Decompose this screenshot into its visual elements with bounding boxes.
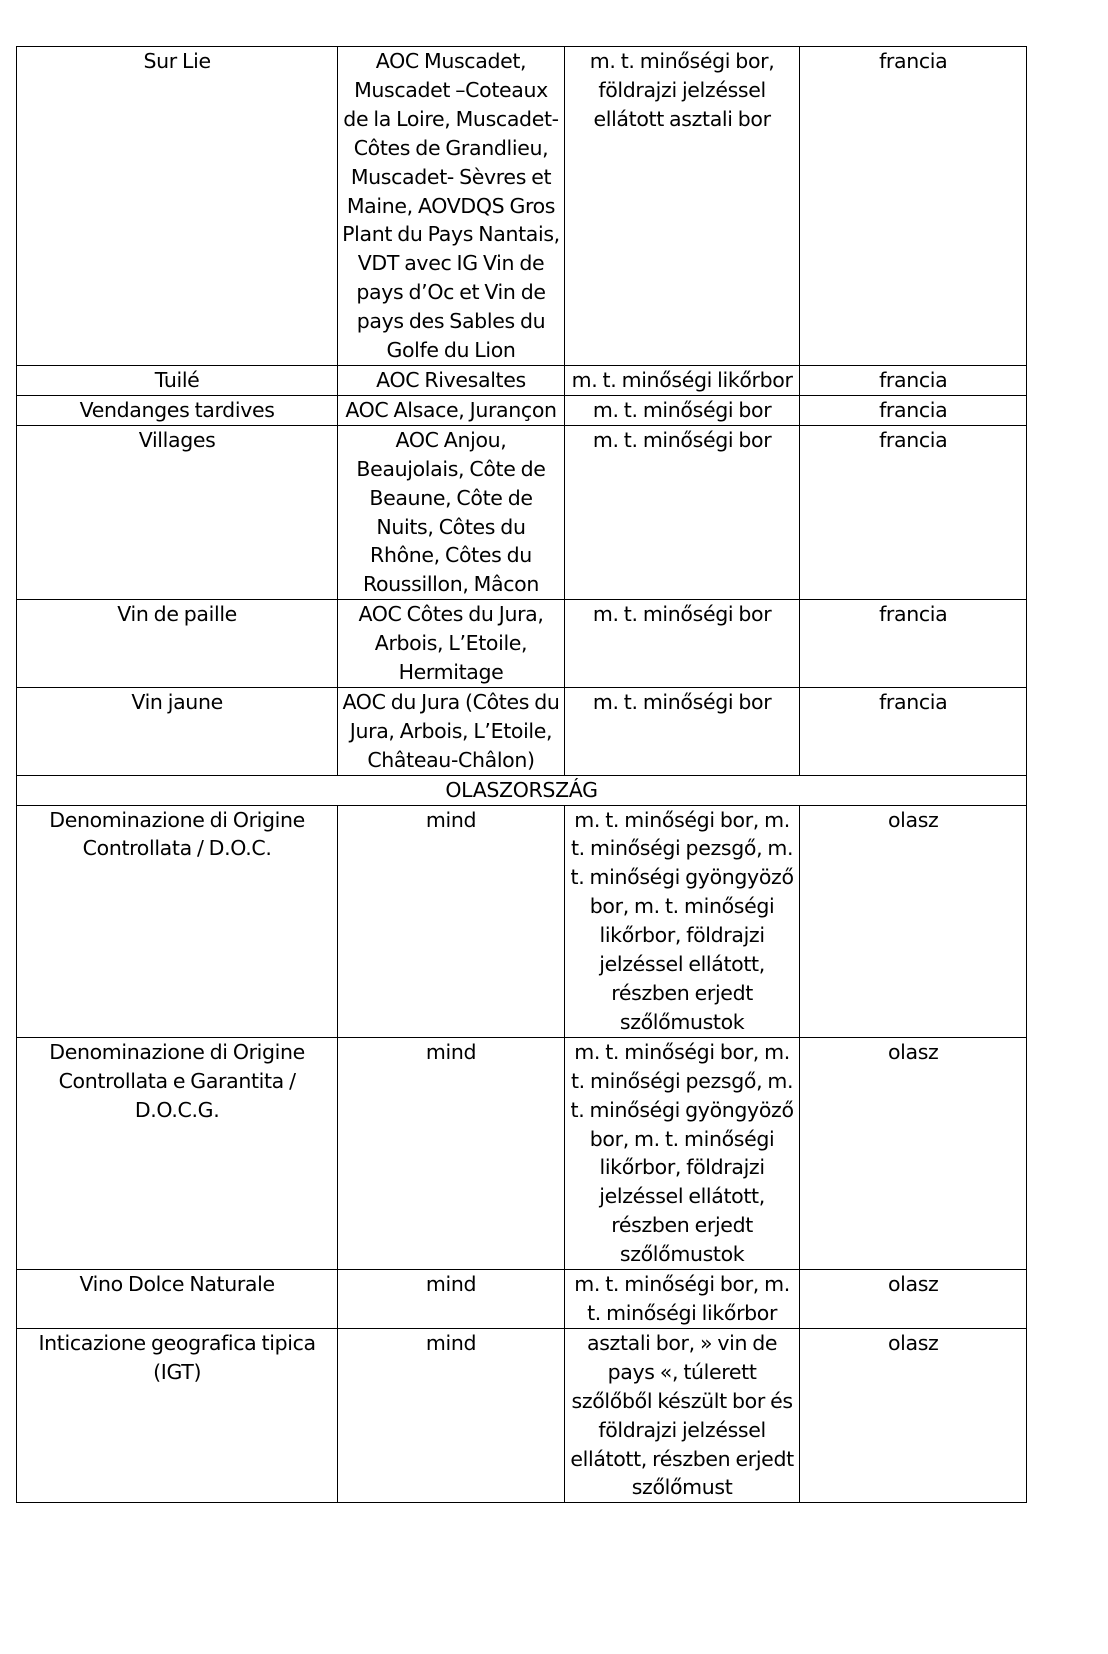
wine-category-cell: m. t. minőségi bor, m. t. minőségi pezsgő, m. t. minőségi gyöngyöző bor, m. t. minőségi likőrbor, földrajzi jelzéssel ellátott, részben erjedt szőlőmustok <box>564 1037 800 1269</box>
wine-names-cell: AOC Côtes du Jura, Arbois, L’Etoile, Hermitage <box>338 600 565 688</box>
wine-term-table <box>16 46 1027 1503</box>
wine-category-cell: m. t. minőségi bor, m. t. minőségi pezsgő, m. t. minőségi gyöngyöző bor, m. t. minőségi likőrbor, földrajzi jelzéssel ellátott, részben erjedt szőlőmustok <box>564 805 800 1037</box>
table-row <box>17 365 1027 395</box>
language-cell: olasz <box>800 805 1027 1037</box>
wine-category-cell: m. t. minőségi bor <box>564 687 800 775</box>
wine-names-cell: AOC Rivesaltes <box>338 365 565 395</box>
term-name-cell: Vin de paille <box>17 600 338 688</box>
wine-names-cell: mind <box>338 1328 565 1502</box>
wine-names-cell: AOC Muscadet, Muscadet –Coteaux de la Loire, Muscadet-Côtes de Grandlieu, Muscadet- Sèvres et Maine, AOVDQS Gros Plant du Pays Nantais, VDT avec IG Vin de pays d’Oc et Vin de pays des Sables du Golfe du Lion <box>338 47 565 366</box>
wine-category-cell: m. t. minőségi likőrbor <box>564 365 800 395</box>
language-cell: francia <box>800 365 1027 395</box>
term-name-cell: Vendanges tardives <box>17 395 338 425</box>
language-cell: olasz <box>800 1328 1027 1502</box>
language-cell: francia <box>800 395 1027 425</box>
wine-names-cell: AOC Anjou, Beaujolais, Côte de Beaune, Côte de Nuits, Côtes du Rhône, Côtes du Roussillon, Mâcon <box>338 425 565 599</box>
table-row <box>17 425 1027 599</box>
language-cell: francia <box>800 47 1027 366</box>
language-cell: olasz <box>800 1037 1027 1269</box>
table-row <box>17 805 1027 1037</box>
table-row <box>17 1328 1027 1502</box>
wine-category-cell: m. t. minőségi bor <box>564 600 800 688</box>
term-name-cell: Tuilé <box>17 365 338 395</box>
table-row <box>17 47 1027 366</box>
country-section-label: OLASZORSZÁG <box>17 775 1027 805</box>
term-name-cell: Sur Lie <box>17 47 338 366</box>
term-name-cell: Inticazione geografica tipica (IGT) <box>17 1328 338 1502</box>
term-name-cell: Villages <box>17 425 338 599</box>
table-row <box>17 395 1027 425</box>
term-name-cell: Denominazione di Origine Controllata / D.O.C. <box>17 805 338 1037</box>
wine-category-cell: m. t. minőségi bor <box>564 395 800 425</box>
wine-names-cell: mind <box>338 1037 565 1269</box>
table-row <box>17 600 1027 688</box>
table-row <box>17 687 1027 775</box>
wine-names-cell: mind <box>338 1270 565 1329</box>
language-cell: francia <box>800 687 1027 775</box>
wine-category-cell: m. t. minőségi bor <box>564 425 800 599</box>
wine-category-cell: m. t. minőségi bor, földrajzi jelzéssel ellátott asztali bor <box>564 47 800 366</box>
wine-term-table-body <box>17 47 1027 1503</box>
country-section-row <box>17 775 1027 805</box>
wine-names-cell: AOC Alsace, Jurançon <box>338 395 565 425</box>
language-cell: francia <box>800 425 1027 599</box>
term-name-cell: Denominazione di Origine Controllata e Garantita / D.O.C.G. <box>17 1037 338 1269</box>
table-row <box>17 1037 1027 1269</box>
wine-names-cell: AOC du Jura (Côtes du Jura, Arbois, L’Etoile, Château-Châlon) <box>338 687 565 775</box>
wine-names-cell: mind <box>338 805 565 1037</box>
wine-category-cell: m. t. minőségi bor, m. t. minőségi likőrbor <box>564 1270 800 1329</box>
language-cell: francia <box>800 600 1027 688</box>
wine-category-cell: asztali bor, » vin de pays «, túlerett szőlőből készült bor és földrajzi jelzéssel ellátott, részben erjedt szőlőmust <box>564 1328 800 1502</box>
language-cell: olasz <box>800 1270 1027 1329</box>
term-name-cell: Vin jaune <box>17 687 338 775</box>
term-name-cell: Vino Dolce Naturale <box>17 1270 338 1329</box>
table-row <box>17 1270 1027 1329</box>
